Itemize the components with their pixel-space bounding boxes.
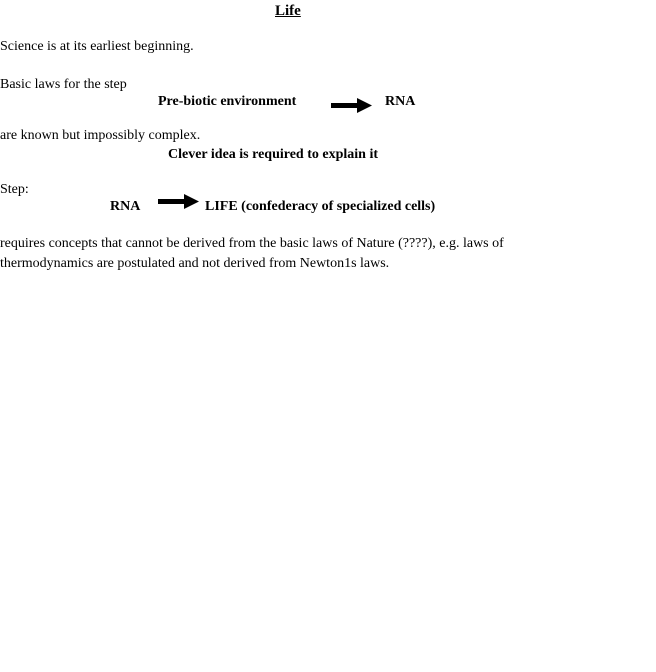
right-arrow-icon <box>158 193 200 211</box>
step2-to-label: LIFE (confederacy of specialized cells) <box>205 199 436 214</box>
clever-idea-line: Clever idea is required to explain it <box>168 147 378 162</box>
step2-from-label: RNA <box>110 199 141 214</box>
step1-to-label: RNA <box>385 94 416 109</box>
basic-laws-sentence: Basic laws for the step <box>0 77 127 92</box>
page-title: Life <box>275 3 301 19</box>
complex-sentence: are known but impossibly complex. <box>0 128 201 143</box>
step1-from-label: Pre-biotic environment <box>158 94 297 109</box>
intro-sentence: Science is at its earliest beginning. <box>0 39 194 54</box>
step-label: Step: <box>0 182 29 197</box>
right-arrow-icon <box>331 97 373 115</box>
concepts-sentence-line1: requires concepts that cannot be derived from the basic laws of Nature (????), e.g. laws of <box>0 236 504 251</box>
concepts-sentence-line2: thermodynamics are postulated and not derived from Newton1s laws. <box>0 256 390 271</box>
